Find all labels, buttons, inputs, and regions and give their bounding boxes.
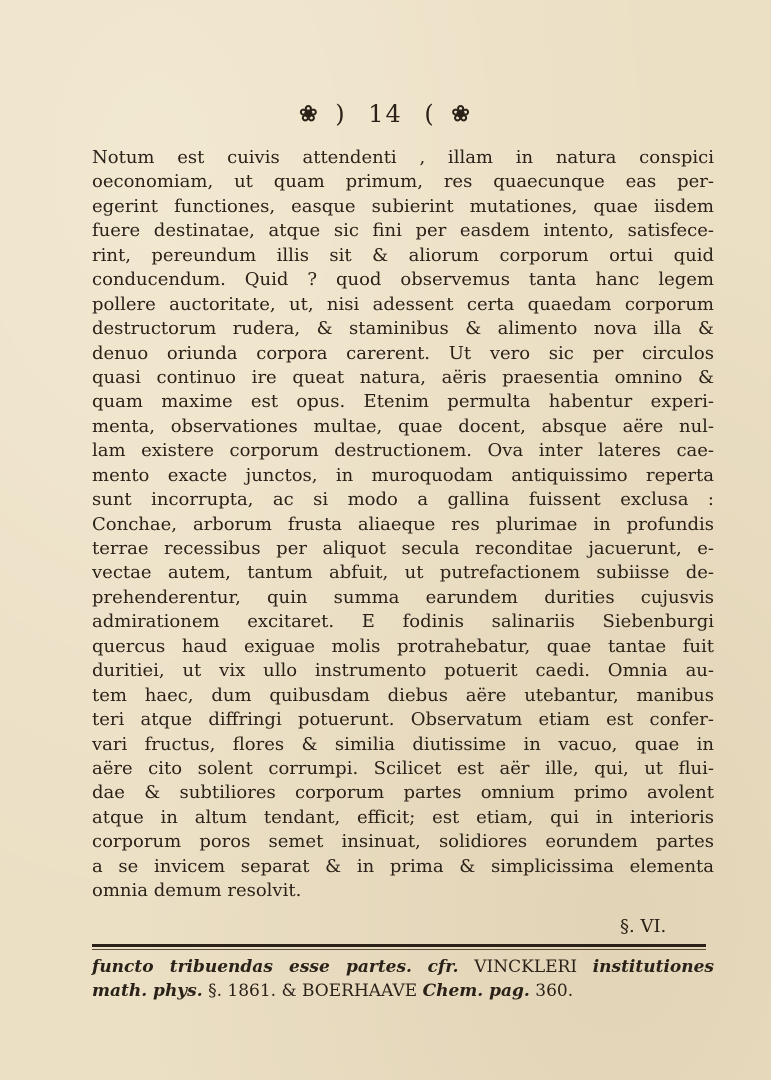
footnote-italic: functo tribuendas esse partes. — [92, 957, 412, 977]
text-line: oeconomiam, ut quam primum, res quaecunque eas per- — [92, 171, 714, 193]
text-line: teri atque diffringi potuerunt. Observatum etiam est confer- — [92, 709, 714, 731]
footnote — [92, 955, 714, 1003]
text-line: egerint functiones, easque subierint mutationes, quae iisdem — [92, 195, 714, 217]
text-line: denuo oriunda corpora carerent. Ut vero sic per circulos — [92, 342, 714, 364]
text-line: quasi continuo ire queat natura, aëris praesentia omnino & — [92, 366, 714, 388]
footnote-author: VINCKLERI — [474, 957, 578, 977]
text-line: admirationem excitaret. E fodinis salinariis Siebenburgi — [92, 611, 714, 633]
text-line: Notum est cuivis attendenti , illam in natura conspici — [92, 147, 714, 168]
footnote-italic: institutiones — [592, 957, 714, 977]
text-line: lam existere corporum destructionem. Ova inter lateres cae- — [92, 440, 714, 462]
page-number: 14 — [368, 99, 403, 128]
text-line: vectae autem, tantum abfuit, ut putrefactionem subiisse de- — [92, 562, 714, 584]
text-line: aëre cito solent corrumpi. Scilicet est aër ille, qui, ut flui- — [92, 757, 714, 779]
footnote-rule — [92, 944, 706, 947]
text-line: dae & subtiliores corporum partes omnium primo avolent — [92, 782, 714, 804]
right-paren: ( — [424, 99, 436, 128]
text-line: a se invicem separat & in prima & simplicissima elementa — [92, 855, 714, 877]
left-paren: ) — [335, 99, 347, 128]
left-ornament-icon: ❀ — [299, 100, 320, 127]
text-line: destructorum rudera, & staminibus & alimento nova illa & — [92, 318, 714, 340]
text-line: sunt incorrupta, ac si modo a gallina fuissent exclusa : — [92, 489, 714, 511]
page-header — [0, 98, 771, 128]
footnote-italic: Chem. pag. — [422, 981, 530, 1001]
text-line: vari fructus, flores & similia diutissime in vacuo, quae in — [92, 733, 714, 755]
section-mark: §. VI. — [620, 916, 667, 937]
footnote-page: 360. — [535, 981, 574, 1001]
text-line: terrae recessibus per aliquot secula reconditae jacuerunt, e- — [92, 538, 714, 559]
right-ornament-icon: ❀ — [451, 100, 472, 127]
footnote-italic: cfr. — [427, 957, 459, 977]
footnote-ref: §. 1861. & — [208, 981, 297, 1001]
text-line: fuere destinatae, atque sic fini per easdem intento, satisfece- — [92, 220, 714, 242]
text-line: corporum poros semet insinuat, solidiores eorundem partes — [92, 831, 714, 853]
footnote-rule-thin — [92, 949, 706, 950]
text-line: prehenderentur, quin summa earundem durities cujusvis — [92, 586, 714, 608]
text-line: duritiei, ut vix ullo instrumento potuerit caedi. Omnia au- — [92, 660, 714, 682]
footnote-author: BOERHAAVE — [302, 981, 418, 1001]
main-text — [92, 146, 714, 904]
text-line: quercus haud exiguae molis protrahebatur, quae tantae fuit — [92, 635, 714, 657]
text-line: pollere auctoritate, ut, nisi adessent certa quaedam corporum — [92, 293, 714, 315]
footnote-line — [92, 955, 714, 979]
text-line: mento exacte junctos, in muroquodam antiquissimo reperta — [92, 464, 714, 486]
text-line: tem haec, dum quibusdam diebus aëre utebantur, manibus — [92, 684, 714, 706]
footnote-line — [92, 979, 714, 1003]
text-line: omnia demum resolvit. — [92, 880, 302, 902]
text-line: atque in altum tendant, efficit; est etiam, qui in interioris — [92, 806, 714, 828]
text-line: menta, observationes multae, quae docent, absque aëre nul- — [92, 415, 714, 437]
text-line: Conchae, arborum frusta aliaeque res plurimae in profundis — [92, 513, 714, 535]
text-line: quam maxime est opus. Etenim permulta habentur experi- — [92, 391, 714, 413]
text-line: conducendum. Quid ? quod observemus tanta hanc legem — [92, 269, 714, 291]
text-line: rint, pereundum illis sit & aliorum corporum ortui quid — [92, 244, 714, 266]
footnote-italic: math. phys. — [92, 981, 203, 1001]
